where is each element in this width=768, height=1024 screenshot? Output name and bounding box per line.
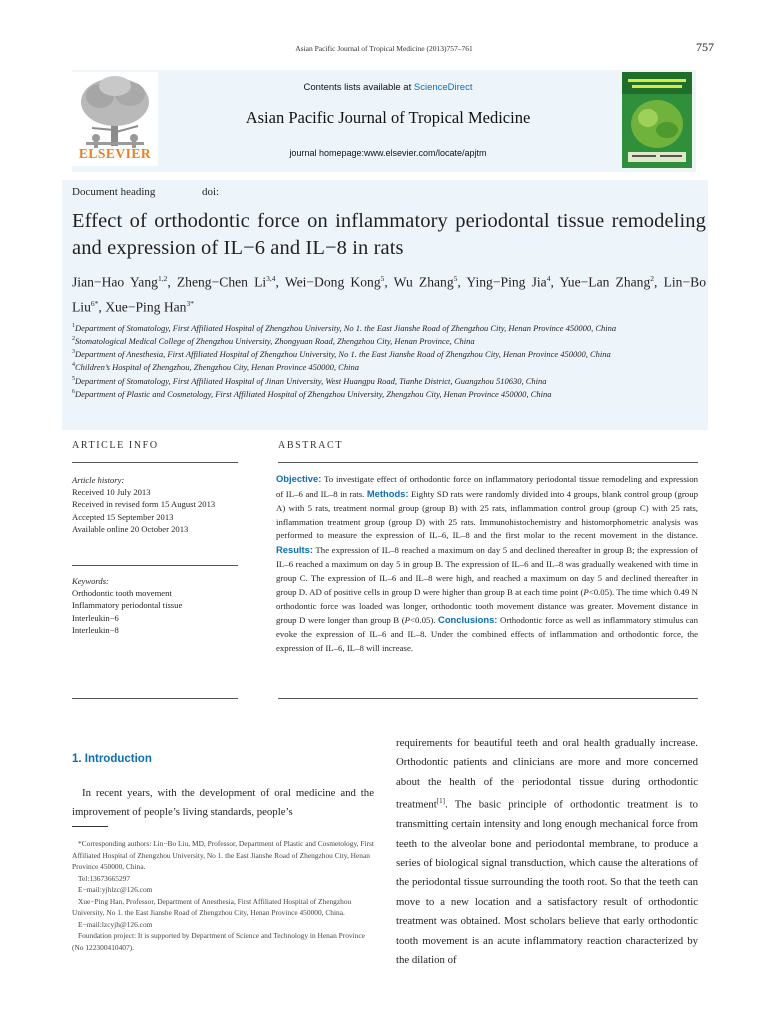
journal-cover-thumbnail: [622, 72, 692, 168]
elsevier-logo: [72, 72, 158, 166]
author-affiliation-marker: 3,4: [266, 274, 276, 283]
author-affiliation-marker: 6*: [90, 298, 99, 308]
journal-cover-image: [622, 72, 692, 168]
citation-ref[interactable]: [1]: [436, 797, 445, 806]
journal-title: Asian Pacific Journal of Tropical Medicine: [245, 108, 531, 127]
affiliation-item: [72, 387, 706, 400]
author-name: Jian−Hao Yang: [72, 274, 158, 290]
keyword-list: [72, 575, 238, 636]
abstract-heading: ABSTRACT: [278, 440, 344, 451]
results-label: Results:: [276, 544, 313, 556]
right-paragraph-text: requirements for beautiful teeth and oral health gradually increase. Orthodontic patients and clinicians are more and more concerned about the health of the periodontal tissue during orthodontic treatment: [396, 737, 698, 811]
body-left-column: In recent years, with the development of oral medicine and the improvement of people’s living standards, people’s: [72, 787, 374, 819]
methods-text: Eighty SD rats were randomly divided into 4 groups, blank control group (group A) with 5 rats, treatment normal group (group B) with 25 rats, inflammation control group (group C) with 25 rats, inflammation treatment group (group D) with 25 rats. Immunohistochemistry and histomorphometric analysis was performed to measure the expression of IL–6, IL–8 and the first molar to the recent movement in the distance.: [276, 488, 698, 541]
objective-label: Objective:: [276, 473, 322, 484]
right-paragraph-text: . The basic principle of orthodontic treatment is to transmitting certain intensity and long enough mechanical force from teeth to the alveolar bone and periodontal membrane, to produce a series of biological signal transduction, which cause the alterations of the periodontal tissue surrounding the tooth root. So that the teeth can move to a new location and a satisfactory result of orthodontic treatment was obtained. Most scholars believe that early orthodontic tooth movement is an acute inflammatory reaction characterized by the dilation of: [396, 798, 698, 967]
introduction-heading: 1. Introduction: [72, 753, 152, 765]
abstract-body: [276, 472, 698, 656]
footnote-email: E−mail:yjhlzc@126.com: [78, 885, 153, 894]
article-info-top-rule: [72, 462, 238, 463]
affiliation-text: Department of Stomatology, First Affiliated Hospital of Zhengzhou University, No 1. the East Jianshe Road of Zhengzhou City, Henan Province 450000, China: [75, 322, 617, 333]
article-history-label: Article history:: [72, 475, 125, 485]
history-entry: Accepted 15 September 2013: [72, 511, 174, 522]
author-affiliation-marker: 1,2: [157, 274, 168, 283]
objective-text: To investigate effect of orthodontic force on inflammatory periodontal tissue remodeling and expression of IL–6 and IL–8 in rats.: [276, 474, 698, 499]
body-right-column: [396, 734, 698, 970]
doi-label: doi:: [202, 186, 220, 198]
footnotes: [72, 838, 374, 953]
keywords-label: Keywords:: [72, 576, 109, 586]
conclusions-label: Conclusions:: [438, 614, 498, 626]
affiliation-marker: 2: [72, 336, 75, 343]
running-header: Asian Pacific Journal of Tropical Medicine (2013)757–761: [295, 44, 473, 53]
article-title: Effect of orthodontic force on inflammatory periodontal tissue remodeling and expression of IL−6 and IL−8 in rats: [72, 210, 706, 259]
footnote-email: E−mail:lzcyjh@126.com: [78, 919, 153, 929]
footnote-tel: Tel:13673665297: [78, 873, 131, 883]
affiliation-marker: 5: [72, 375, 75, 382]
affiliation-marker: 3: [72, 349, 75, 356]
affiliation-item: [72, 360, 706, 373]
author-affiliation-marker: 5: [380, 274, 385, 283]
affiliation-item: [72, 334, 706, 347]
affiliation-item: [72, 374, 706, 387]
abstract-top-rule: [278, 462, 698, 463]
author-affiliation-marker: 5: [453, 274, 458, 283]
article-info-heading: ARTICLE INFO: [72, 440, 159, 451]
results-text: The expression of IL–8 reached a maximum on day 5 and declined thereafter in group B; the expression of IL–6 reached a maximum on day 5 in group B. The expression of IL–6 and IL–8 was gradually weakened with time in group C. The expression of IL–6 and IL–8 were high, and reached a maximum on day 5 and declined thereafter in group D. AD of positive cells in group D were higher than group B at each time point (: [276, 545, 698, 597]
affiliation-marker: 4: [72, 362, 75, 369]
author-name: Yue−Lan Zhang: [559, 274, 651, 290]
affiliation-text: Department of Anesthesia, First Affiliated Hospital of Zhengzhou University, No 1. the East Jianshe Road of Zhengzhou City, Henan Province 450000, China: [75, 349, 611, 360]
conclusions-text: Orthodontic force as well as inflammatory stimulus can evoke the expression of IL–6 and IL–8. Under the combined effects of inflammation and orthodontic force, the expression of IL–6, IL–8 will increase.: [276, 615, 698, 654]
contents-prefix: Contents lists available at: [303, 82, 414, 93]
sciencedirect-link[interactable]: ScienceDirect: [413, 82, 473, 93]
footnote-foundation: Foundation project: It is supported by Department of Science and Technology in Henan Province (No 122300410407).: [72, 931, 365, 952]
affiliation-text: Stomatological Medical College of Zhengzhou University, Zhongyuan Road, Zhengzhou City, Henan Province, China: [75, 335, 475, 346]
affiliation-text: Children’s Hospital of Zhengzhou, Zhengzhou City, Henan Province 450000, China: [75, 362, 359, 373]
history-entry: Received in revised form 15 August 2013: [72, 499, 216, 510]
author-affiliation-marker: 4: [546, 274, 551, 283]
author-name: Lin−Bo Liu: [72, 274, 706, 315]
p-value-symbol: P: [404, 615, 411, 626]
author-affiliation-marker: 2: [650, 274, 655, 283]
author-name: Wei−Dong Kong: [284, 274, 381, 290]
affiliation-marker: 6: [72, 388, 75, 395]
author-affiliation-marker: 3*: [186, 298, 194, 308]
keyword-item: Inflammatory periodontal tissue: [72, 600, 183, 611]
affiliation-text: Department of Plastic and Cosmetology, First Affiliated Hospital of Zhengzhou University, Zhengzhou City, Henan Province 450000, China: [75, 388, 552, 399]
affiliation-item: [72, 321, 706, 334]
keyword-item: Orthodontic tooth movement: [72, 588, 172, 599]
results-text: <0.05).: [410, 615, 439, 626]
article-history: [72, 474, 238, 535]
abstract-bottom-rule: [278, 698, 698, 699]
article-info-bottom-rule: [72, 698, 238, 699]
page-number: 757: [696, 40, 714, 54]
author-name: Wu Zhang: [393, 274, 454, 290]
elsevier-wordmark: ELSEVIER: [78, 146, 152, 161]
p-value-symbol: P: [583, 586, 589, 597]
author-name: Zheng−Chen Li: [176, 274, 267, 290]
results-text: <0.05). The time which 0.49 N orthodontic force was loaded was longer, orthodontic tooth movement distance was greater. Movement distance in group D were longer than group B (: [276, 586, 698, 626]
methods-label: Methods:: [366, 487, 409, 499]
journal-homepage-link[interactable]: journal homepage:www.elsevier.com/locate/apjtm: [289, 148, 487, 158]
affiliation-list: [72, 321, 706, 400]
keyword-item: Interleukin−6: [72, 612, 119, 623]
document-heading-label: Document heading: [72, 186, 156, 198]
author-name: Ying−Ping Jia: [466, 274, 547, 290]
footnote-rule: [72, 826, 108, 827]
affiliation-text: Department of Stomatology, First Affiliated Hospital of Jinan University, West Huangpu Road, Tianhe District, Guangzhou 510630, China: [75, 375, 547, 386]
footnote-corresponding-author: *Corresponding authors: Lin−Bo Liu, MD, Professor, Department of Plastic and Cosmetology, First Affiliated Hospital of Zhengzhou University, No 1. the East Jianshe Road of Zhengzhou City, Henan Province 450000, China.: [72, 839, 374, 871]
history-entry: Received 10 July 2013: [72, 487, 151, 498]
article-info-middle-rule: [72, 565, 238, 566]
keyword-item: Interleukin−8: [72, 624, 119, 635]
affiliation-marker: 1: [72, 323, 75, 329]
author-list: Jian−Hao Yang$^{1,2}$, Zheng−Chen Li$^{3,4}$, Wei−Dong Kong$^5$, Wu Zhang$^5$, Ying−Ping Jia$^4$, Yue−Lan Zhang$^2$, Lin−Bo Liu$^{6*}$, Xue−Ping Han$^{3*}$: [72, 274, 706, 315]
affiliation-item: [72, 347, 706, 360]
footnote-second-author: Xue−Ping Han, Professor, Department of Anesthesia, First Affiliated Hospital of Zhengzhou University, No 1. the East Jianshe Road of Zhengzhou City, Henan Province 450000, China.: [72, 896, 352, 917]
contents-line: [160, 82, 616, 93]
history-entry: Available online 20 October 2013: [72, 523, 189, 534]
author-name: Xue−Ping Han: [105, 299, 187, 315]
